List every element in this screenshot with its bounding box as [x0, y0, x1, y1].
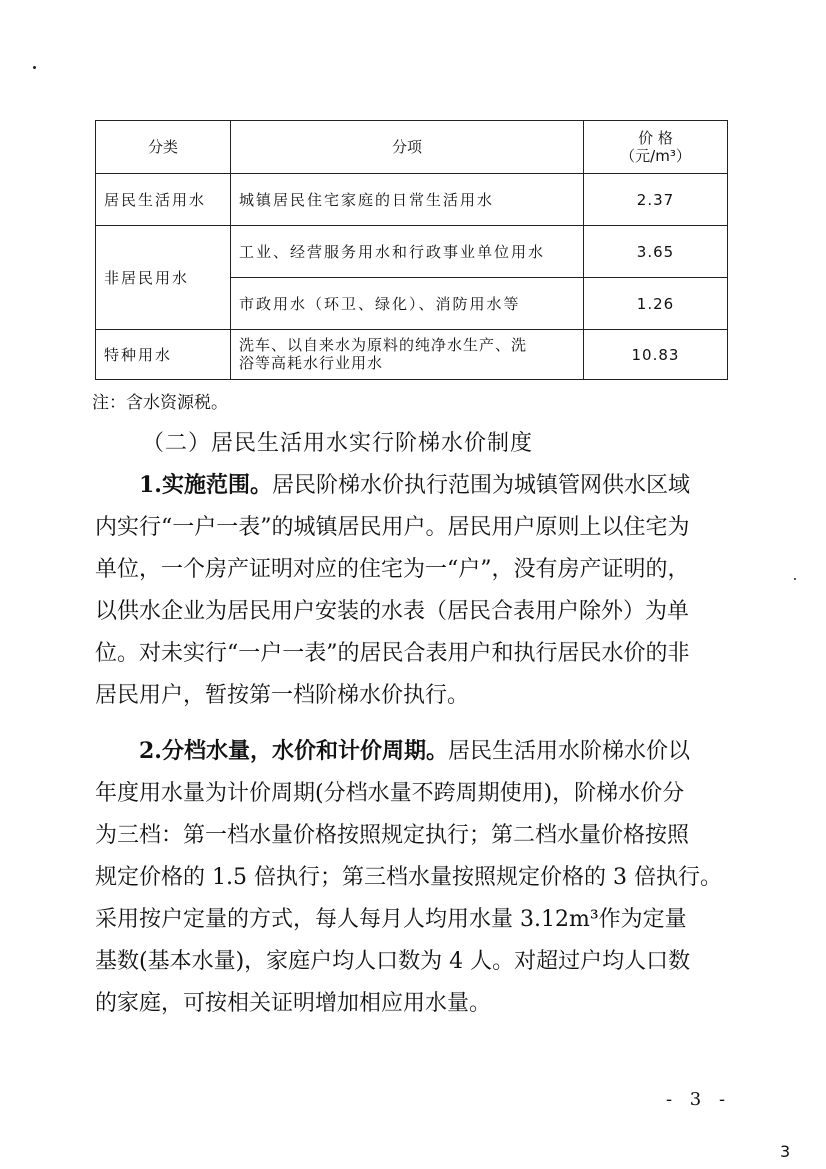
scan-mark [794, 578, 796, 580]
row-item: 工业、经营服务用水和行政事业单位用水 [231, 226, 584, 278]
header-price-unit: （元/m³） [620, 147, 691, 165]
header-price-label: 价 格 [638, 129, 673, 147]
row-price: 2.37 [584, 174, 728, 226]
paragraph-line: 为三档：第一档水量价格按照规定执行；第二档水量价格按照 [95, 823, 690, 848]
section-heading: （二）居民生活用水实行阶梯水价制度 [142, 431, 534, 456]
paragraph-line: 的家庭，可按相关证明增加相应用水量。 [95, 991, 492, 1016]
paragraph-lead: 1.实施范围。 [139, 472, 272, 498]
row-item: 市政用水（环卫、绿化）、消防用水等 [231, 278, 584, 330]
paragraph-line: 采用按户定量的方式，每人每月人均用水量 3.12m³作为定量 [95, 907, 687, 932]
paragraph-line: 居民用户，暂按第一档阶梯水价执行。 [95, 683, 470, 708]
paragraph-lead: 2.分档水量，水价和计价周期。 [139, 738, 448, 764]
paragraph-line: 以供水企业为居民用户安装的水表（居民合表用户除外）为单 [95, 599, 690, 624]
table-note: 注：含水资源税。 [92, 393, 228, 413]
header-price [584, 121, 728, 174]
header-item: 分项 [231, 121, 584, 174]
table-row [96, 174, 728, 226]
paragraph-line: 基数(基本水量)，家庭户均人口数为 4 人。对超过户均人口数 [95, 949, 691, 974]
row-item [231, 330, 584, 380]
row-category: 特种用水 [96, 330, 231, 380]
paragraph-tiers [95, 730, 735, 1025]
row-item-line: 洗车、以自来水为原料的纯净水生产、洗 [239, 336, 528, 355]
paragraph-line: 位。对未实行“一户一表”的居民合表用户和执行居民水价的非 [95, 641, 690, 666]
row-price: 3.65 [584, 226, 728, 278]
table-row [96, 226, 728, 278]
header-category: 分类 [96, 121, 231, 174]
paragraph-line [95, 464, 735, 507]
row-category: 居民生活用水 [96, 174, 231, 226]
paragraph-text: 居民阶梯水价执行范围为城镇管网供水区域 [271, 473, 690, 498]
row-price: 1.26 [584, 278, 728, 330]
paragraph-line: 规定价格的 1.5 倍执行；第三档水量按照规定价格的 3 倍执行。 [95, 865, 722, 890]
paragraph-line: 内实行“一户一表”的城镇居民用户。居民用户原则上以住宅为 [95, 515, 690, 540]
table-row [96, 330, 728, 380]
row-item: 城镇居民住宅家庭的日常生活用水 [231, 174, 584, 226]
table-header-row [96, 121, 728, 174]
paragraph-line: 年度用水量为计价周期(分档水量不跨周期使用)，阶梯水价分 [95, 781, 685, 806]
scan-mark [33, 66, 36, 69]
paragraph-line: 单位，一个房产证明对应的住宅为一“户”，没有房产证明的， [95, 557, 690, 582]
water-price-table [95, 120, 728, 380]
row-category: 非居民用水 [96, 226, 231, 330]
page-number: - 3 - [666, 1089, 732, 1110]
paragraph-text: 居民生活用水阶梯水价以 [447, 739, 690, 764]
row-price: 10.83 [584, 330, 728, 380]
paragraph-scope [95, 464, 735, 717]
corner-page-number: 3 [780, 1142, 791, 1161]
row-item-line: 浴等高耗水行业用水 [239, 353, 384, 372]
paragraph-line [95, 730, 735, 773]
